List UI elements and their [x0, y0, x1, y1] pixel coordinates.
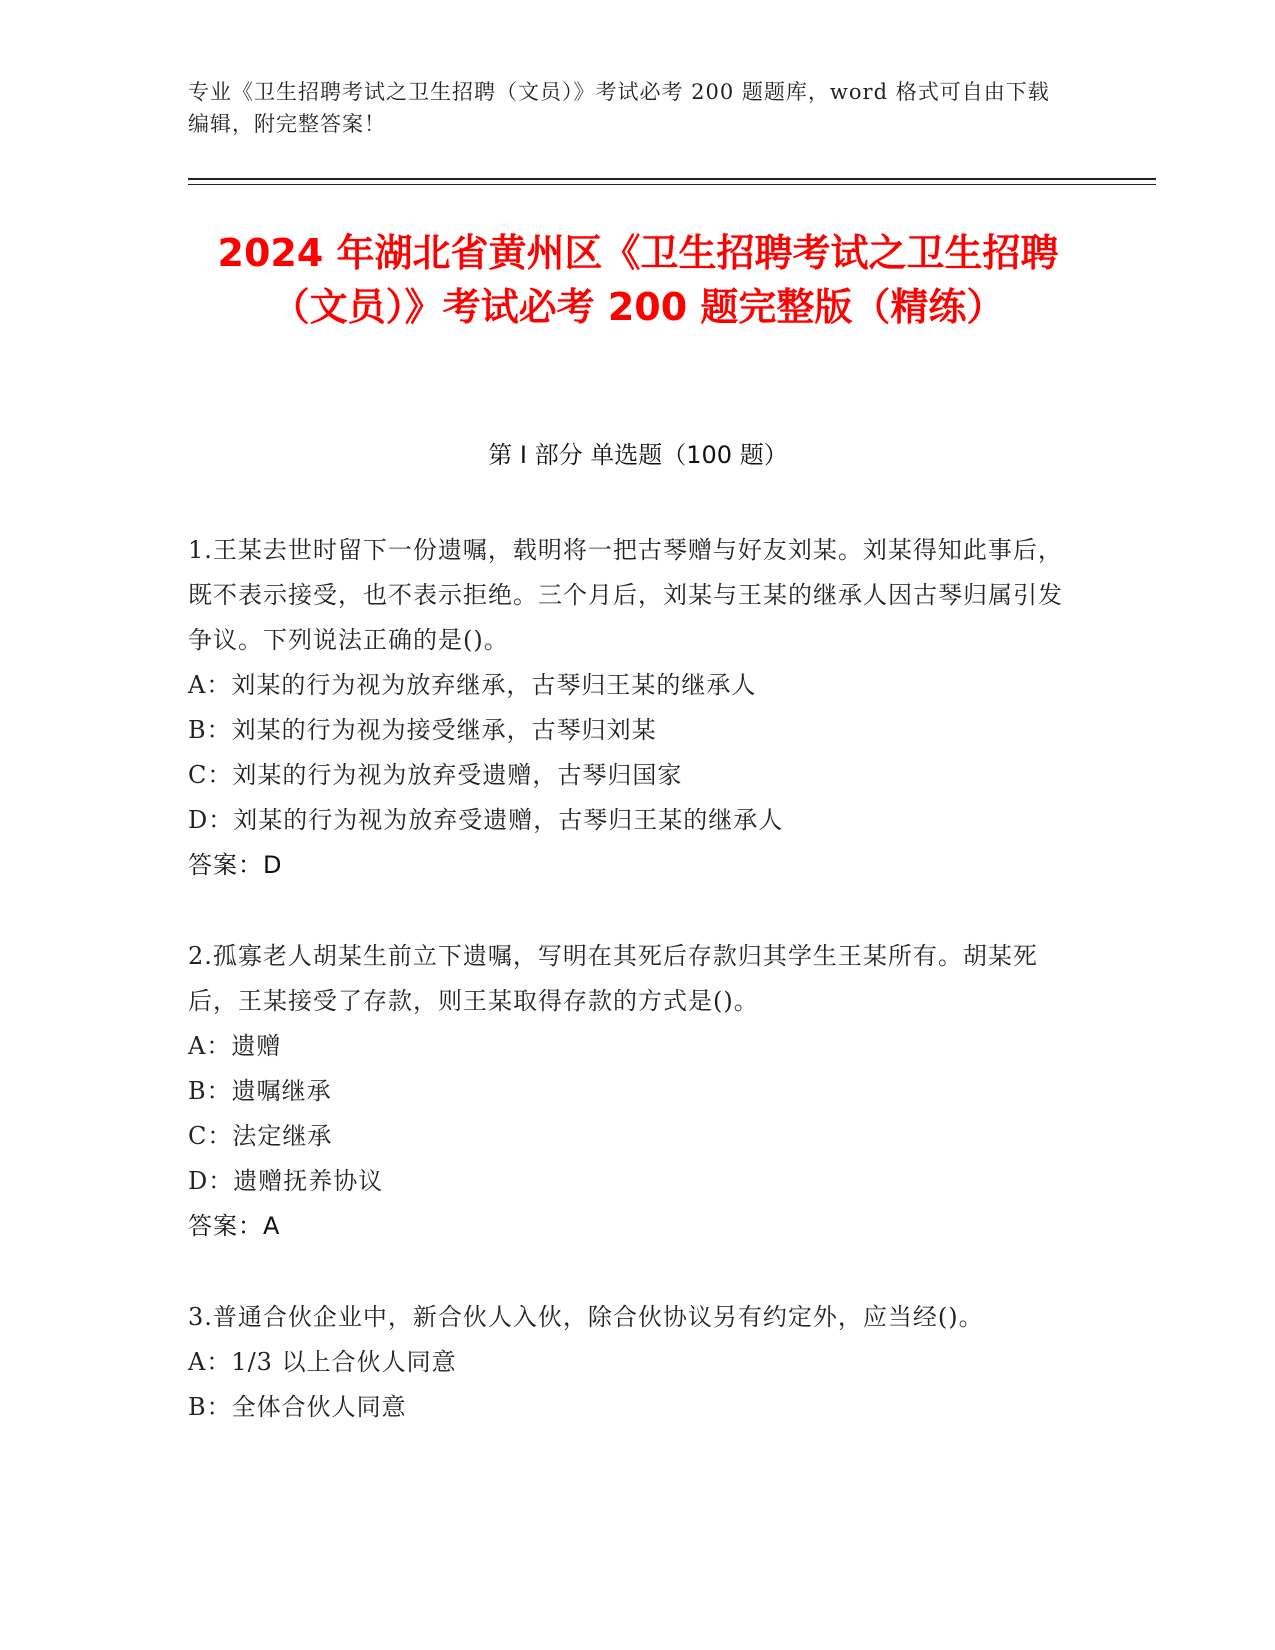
answer-line: 答案：A — [188, 1212, 281, 1240]
option-c: C：法定继承 — [188, 1122, 333, 1150]
option-a: A：遗赠 — [188, 1032, 282, 1060]
option-a: A：1/3 以上合伙人同意 — [188, 1348, 457, 1376]
option-a: A：刘某的行为视为放弃继承，古琴归王某的继承人 — [188, 671, 757, 699]
section-heading: 第 I 部分 单选题（100 题） — [488, 441, 788, 469]
question-list — [188, 528, 1068, 1476]
question-2 — [188, 934, 1068, 1249]
option-b: B：全体合伙人同意 — [188, 1393, 407, 1421]
option-c: C：刘某的行为视为放弃受遗赠，古琴归国家 — [188, 761, 683, 789]
header-divider-thick — [188, 178, 1156, 180]
option-d: D：遗赠抚养协议 — [188, 1167, 384, 1195]
question-stem: 1.王某去世时留下一份遗嘱，载明将一把古琴赠与好友刘某。刘某得知此事后，既不表示接受，也不表示拒绝。三个月后，刘某与王某的继承人因古琴归属引发争议。下列说法正确的是()。 — [188, 536, 1063, 654]
option-d: D：刘某的行为视为放弃受遗赠，古琴归王某的继承人 — [188, 806, 784, 834]
question-stem: 3.普通合伙企业中，新合伙人入伙，除合伙协议另有约定外，应当经()。 — [188, 1303, 984, 1331]
answer-line: 答案：D — [188, 851, 283, 879]
question-3 — [188, 1295, 1068, 1430]
option-b: B：刘某的行为视为接受继承，古琴归刘某 — [188, 716, 657, 744]
header-note: 专业《卫生招聘考试之卫生招聘（文员）》考试必考 200 题题库，word 格式可自由下载编辑，附完整答案！ — [188, 80, 1050, 136]
header-divider-thin — [188, 184, 1156, 185]
option-b: B：遗嘱继承 — [188, 1077, 332, 1105]
question-1 — [188, 528, 1068, 888]
document-title: 2024 年湖北省黄州区《卫生招聘考试之卫生招聘（文员）》考试必考 200 题完整版（精练） — [217, 231, 1059, 329]
question-stem: 2.孤寡老人胡某生前立下遗嘱，写明在其死后存款归其学生王某所有。胡某死后，王某接受了存款，则王某取得存款的方式是()。 — [188, 942, 1038, 1015]
